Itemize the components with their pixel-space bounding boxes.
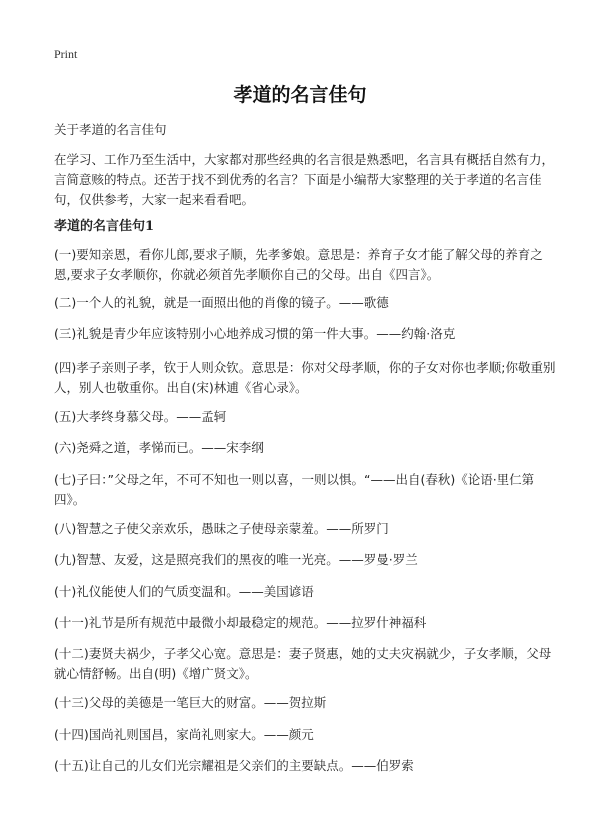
quote-3: (三)礼貌是青少年应该特别小心地养成习惯的第一件大事。——约翰·洛克 xyxy=(54,326,456,341)
quote-2: (二)一个人的礼貌，就是一面照出他的肖像的镜子。——歌德 xyxy=(54,295,389,310)
page-title: 孝道的名言佳句 xyxy=(233,84,367,106)
quote-14: (十四)国尚礼则国昌，家尚礼则家大。——颜元 xyxy=(54,727,314,742)
quote-13: (十三)父母的美德是一笔巨大的财富。——贺拉斯 xyxy=(54,695,327,710)
quote-9: (九)智慧、友爱，这是照亮我们的黑夜的唯一光亮。——罗曼·罗兰 xyxy=(54,552,418,567)
quote-1: (一)要知亲恩，看你儿郎,要求子顺，先孝爹娘。意思是：养育子女才能了解父母的养育之恩,要求子女孝顺你，你就必须首先孝顺你自己的父母。出自《四言》。 xyxy=(54,247,543,282)
section-heading: 孝道的名言佳句1 xyxy=(54,219,155,234)
quote-7: (七)子曰：”父母之年，不可不知也一则以喜，一则以惧。“——出自(春秋)《论语·里仁第四》。 xyxy=(54,472,535,507)
intro-paragraph: 在学习、工作乃至生活中，大家都对那些经典的名言很是熟悉吧，名言具有概括自然有力，言简意赅的特点。还苦于找不到优秀的名言？下面是小编帮大家整理的关于孝道的名言佳句，仅供参考，大家一起来看看吧。 xyxy=(54,152,555,207)
quote-6: (六)尧舜之道，孝悌而已。——宋李纲 xyxy=(54,440,264,455)
quote-5: (五)大孝终身慕父母。——孟轲 xyxy=(54,409,227,424)
quote-12: (十二)妻贤夫祸少，子孝父心宽。意思是：妻子贤惠，她的丈夫灾祸就少，子女孝顺，父母就心情舒畅。出自(明)《增广贤文》。 xyxy=(54,646,552,681)
subtitle: 关于孝道的名言佳句 xyxy=(54,122,167,137)
quote-4: (四)孝子亲则子孝，钦于人则众钦。意思是：你对父母孝顺，你的子女对你也孝顺;你敬重别人，别人也敬重你。出自(宋)林逋《省心录》。 xyxy=(54,360,556,395)
quote-10: (十)礼仪能使人们的气质变温和。——美国谚语 xyxy=(54,584,314,599)
quote-8: (八)智慧之子使父亲欢乐，愚昧之子使母亲蒙羞。——所罗门 xyxy=(54,521,389,536)
quote-11: (十一)礼节是所有规范中最微小却最稳定的规范。——拉罗什神福科 xyxy=(54,615,427,630)
quote-15: (十五)让自己的儿女们光宗耀祖是父亲们的主要缺点。——伯罗索 xyxy=(54,758,414,773)
print-label[interactable]: Print xyxy=(54,47,78,61)
